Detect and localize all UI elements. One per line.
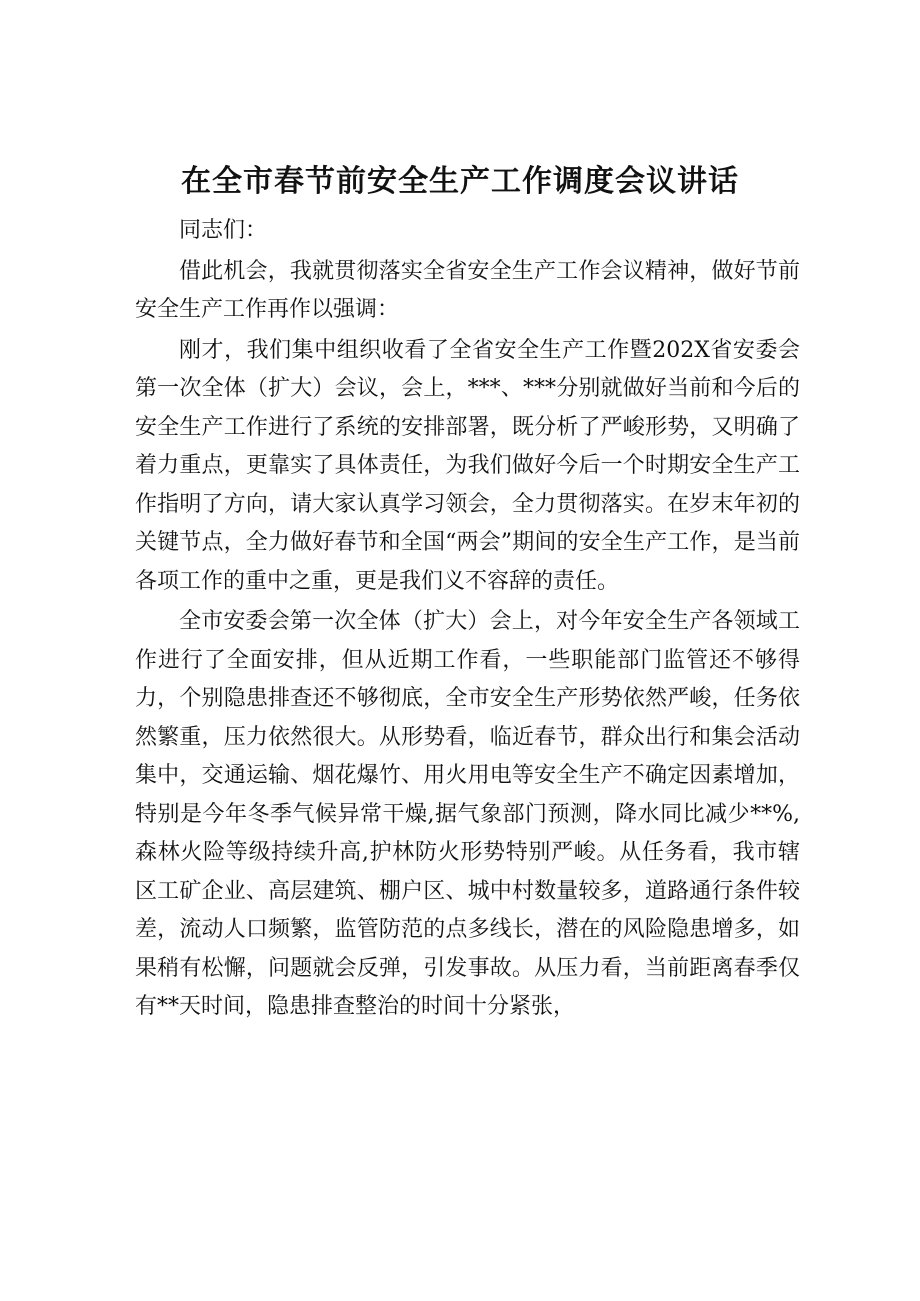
meeting-summary-paragraph: 刚才，我们集中组织收看了全省安全生产工作暨202X省安委会第一次全体（扩大）会议，会上，***、***分别就做好当前和今后的安全生产工作进行了系统的安排部署，既分析了严峻形势，又明确了着力重点，更靠实了具体责任，为我们做好今后一个时期安全生产工作指明了方向，请大家认真学习领会，全力贯彻落实。在岁末年初的关键节点，全力做好春节和全国“两会”期间的安全生产工作，是当前各项工作的重中之重，更是我们义不容辞的责任。 — [135, 337, 800, 594]
document-body — [135, 212, 800, 1029]
document-title: 在全市春节前安全生产工作调度会议讲话 — [181, 164, 739, 199]
situation-paragraph: 全市安委会第一次全体（扩大）会上，对今年安全生产各领域工作进行了全面安排，但从近期工作看，一些职能部门监管还不够得力，个别隐患排查还不够彻底，全市安全生产形势依然严峻，任务依然繁重，压力依然很大。从形势看，临近春节，群众出行和集会活动集中，交通运输、烟花爆竹、用火用电等安全生产不确定因素增加，特别是今年冬季气候异常干燥,据气象部门预测，降水同比减少**%,森林火险等级持续升高,护林防火形势特别严峻。从任务看，我市辖区工矿企业、高层建筑、棚户区、城中村数量较多，道路通行条件较差，流动人口频繁，监管防范的点多线长，潜在的风险隐患增多，如果稍有松懈，问题就会反弹，引发事故。从压力看，当前距离春季仅有**天时间，隐患排查整治的时间十分紧张， — [135, 609, 800, 1019]
intro-paragraph: 借此机会，我就贯彻落实全省安全生产工作会议精神，做好节前安全生产工作再作以强调： — [135, 258, 800, 322]
salutation-paragraph: 同志们： — [179, 218, 268, 243]
